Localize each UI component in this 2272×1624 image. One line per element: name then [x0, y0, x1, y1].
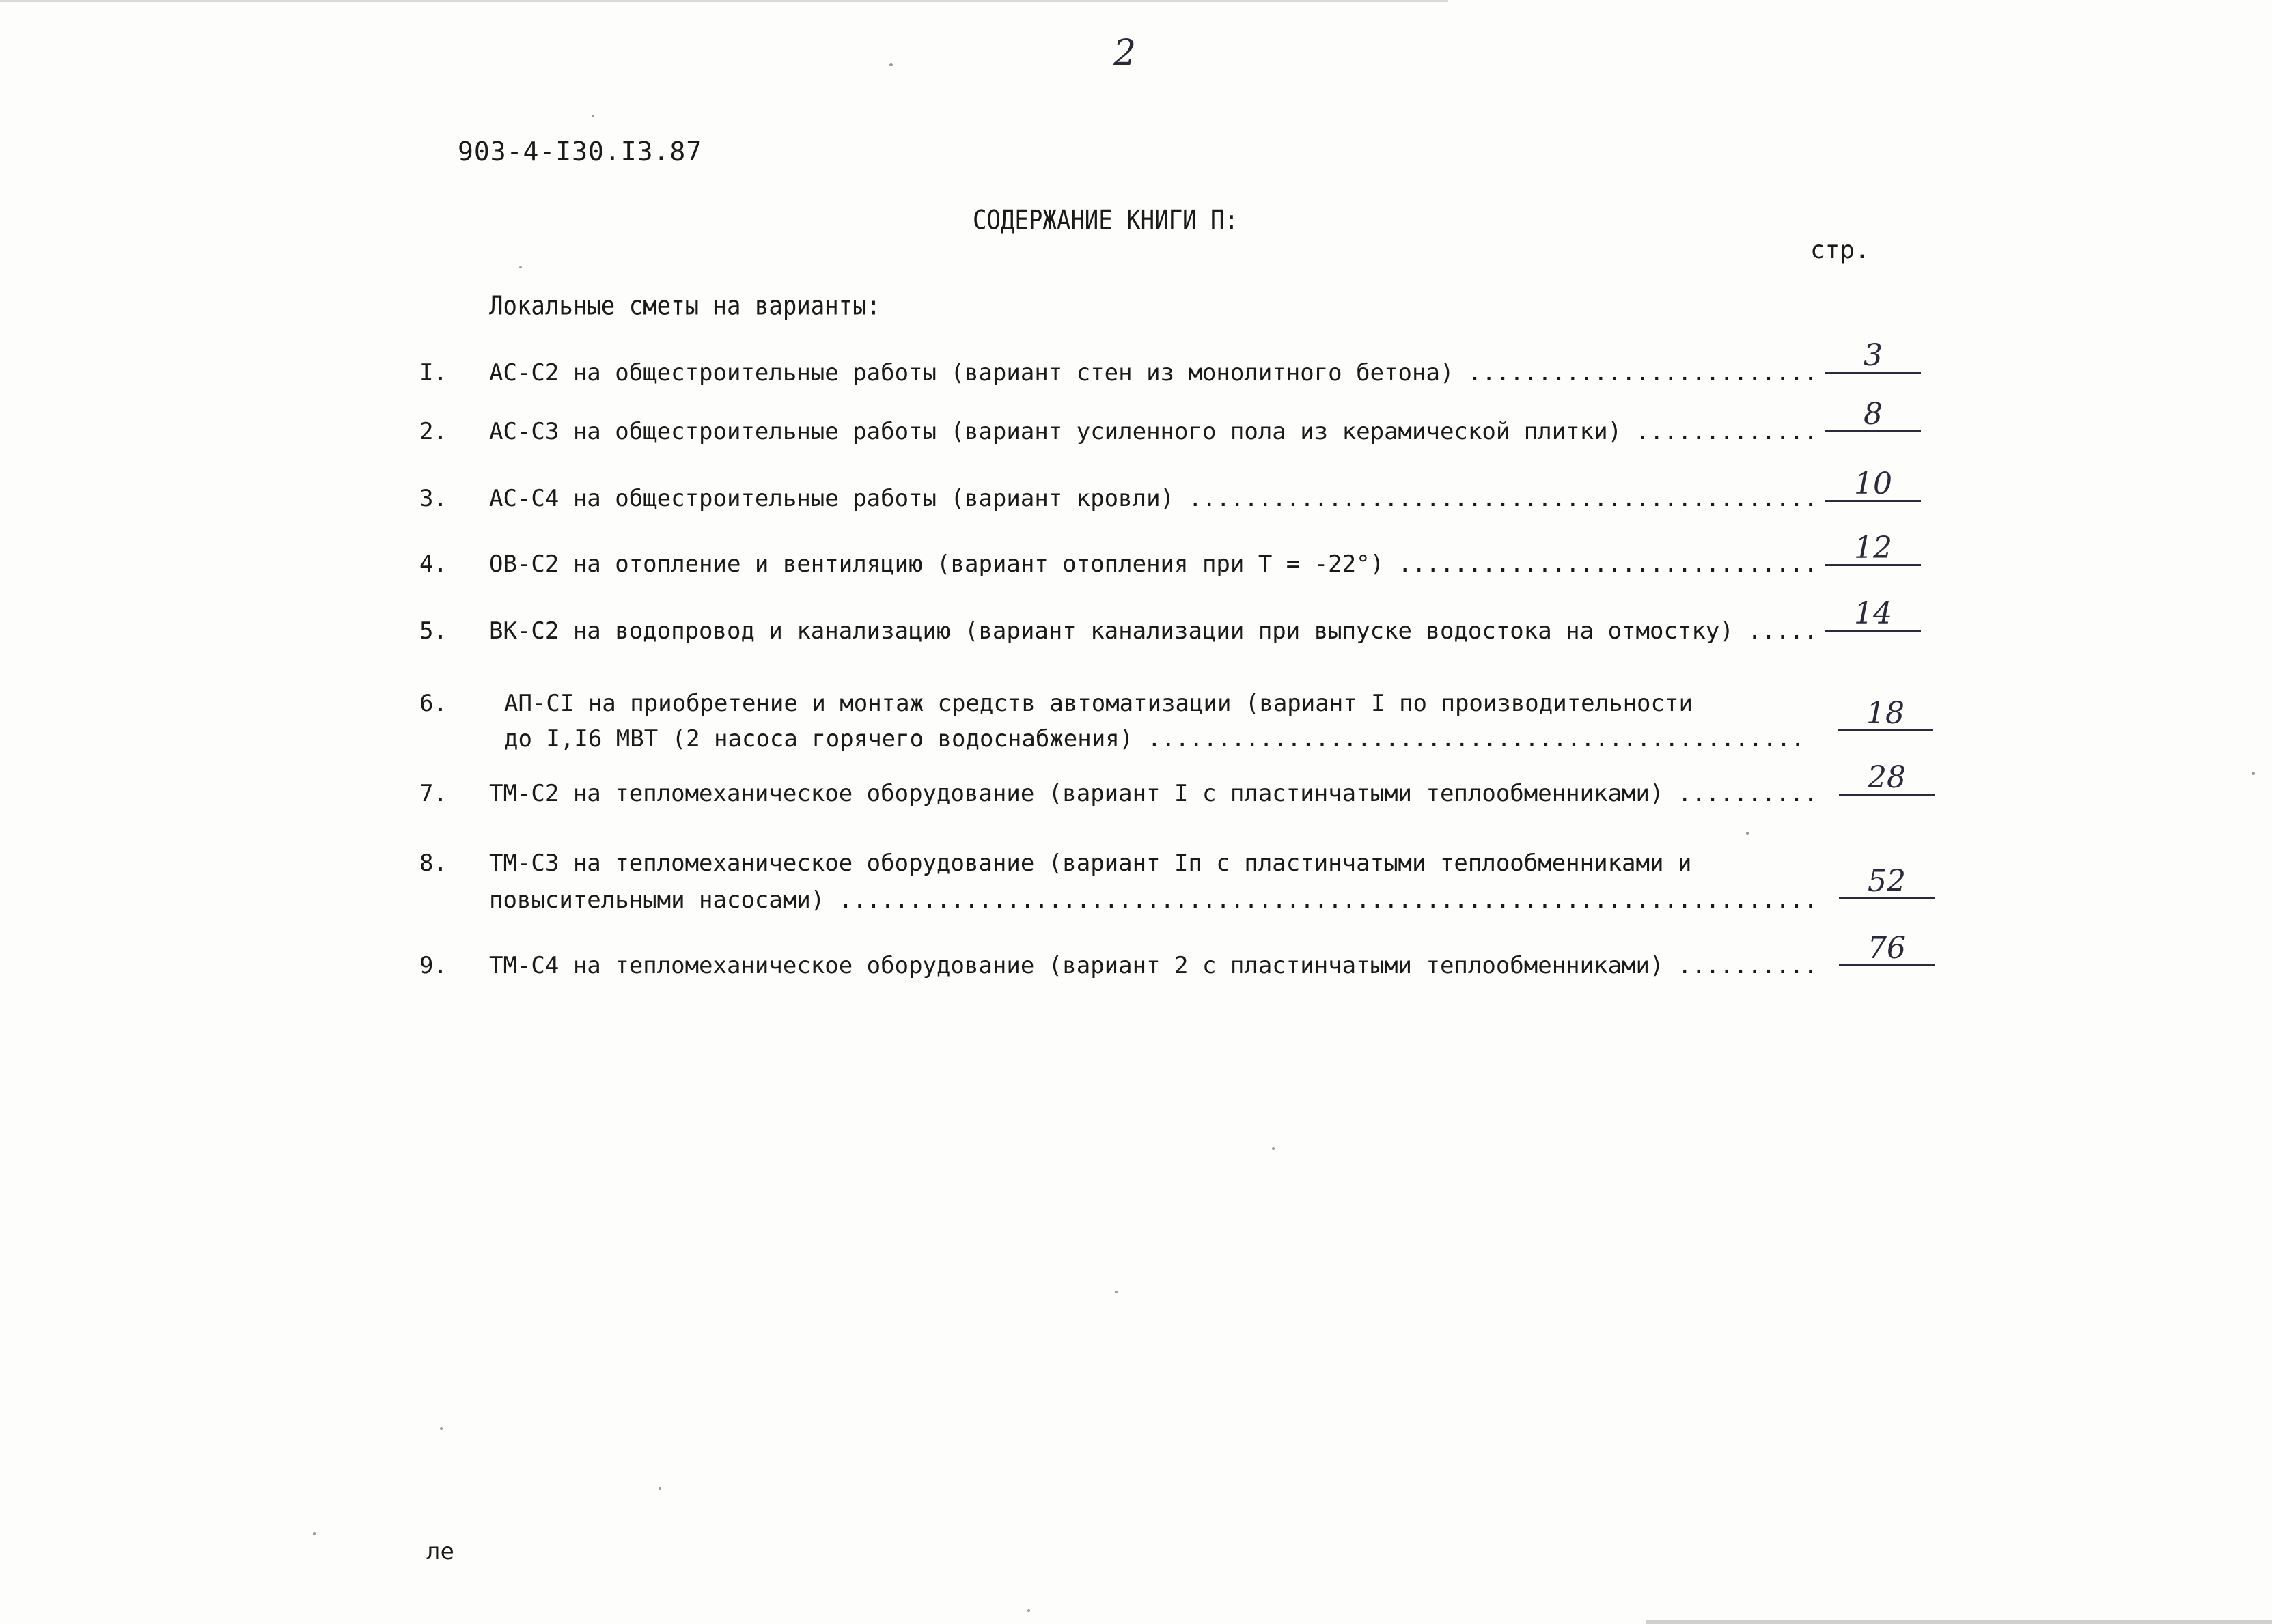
entry-number: 6. — [419, 690, 447, 717]
entry-number: 2. — [419, 418, 447, 445]
toc-title: СОДЕРЖАНИЕ КНИГИ П: — [973, 205, 1238, 236]
handwritten-page-number: 2 — [1113, 33, 1137, 74]
entry-text: ВК-С2 на водопровод и канализацию (вариант канализации при выпуске водостока на отмостку) ..... — [489, 617, 1814, 645]
entry-number: 8. — [419, 850, 447, 877]
entry-page-number: 10 — [1825, 468, 1921, 502]
entry-number: 9. — [419, 952, 447, 979]
entry-page-number: 12 — [1825, 533, 1921, 566]
entry-text: ТМ-С2 на тепломеханическое оборудование (вариант I с пластинчатыми теплообменниками) ..... — [489, 780, 1812, 807]
scan-speck — [889, 63, 893, 66]
entry-text: АС-С4 на общестроительные работы (вариант кровли) ..... — [489, 485, 1814, 512]
entry-text: АС-С3 на общестроительные работы (вариант усиленного пола из керамической плитки) ..... — [489, 418, 1814, 445]
entry-text: АС-С2 на общестроительные работы (вариант стен из монолитного бетона) ..... — [489, 359, 1814, 387]
entry-number: 7. — [419, 780, 447, 807]
entry-text-line-2: повысительными насосами) ..... — [489, 886, 1812, 914]
scan-edge-top — [0, 0, 1448, 2]
entry-page-number: 28 — [1839, 762, 1935, 796]
scan-speck — [1272, 1147, 1275, 1150]
entry-text-line-2: до I,I6 МВТ (2 насоса горячего водоснабжения) ..... — [504, 725, 1809, 753]
entry-page-number: 18 — [1838, 698, 1933, 731]
footer-note: ле — [426, 1538, 454, 1565]
entry-page-number: 3 — [1825, 340, 1921, 374]
entry-text-line-1: АП-СI на приобретение и монтаж средств автоматизации (вариант I по производительности — [504, 690, 1693, 717]
section-heading: Локальные сметы на варианты: — [489, 291, 881, 322]
entry-number: 5. — [419, 617, 447, 645]
entry-number: 4. — [419, 550, 447, 578]
scan-speck — [1115, 1291, 1118, 1293]
entry-number: 3. — [419, 485, 447, 512]
page-column-header: стр. — [1810, 236, 1870, 264]
entry-text: ОВ-С2 на отопление и вентиляцию (вариант отопления при Т = -22°) ..... — [489, 550, 1814, 578]
entry-page-number: 8 — [1825, 399, 1921, 432]
scan-speck — [592, 115, 594, 117]
scan-speck — [440, 1427, 443, 1430]
entry-number: I. — [419, 359, 447, 387]
scan-speck — [2252, 772, 2255, 775]
entry-page-number: 52 — [1839, 866, 1935, 899]
scan-speck — [313, 1532, 316, 1535]
scan-speck — [519, 266, 522, 268]
scan-speck — [1027, 1609, 1030, 1612]
entry-text: ТМ-С4 на тепломеханическое оборудование (вариант 2 с пластинчатыми теплообменниками) ..... — [489, 952, 1812, 979]
entry-page-number: 76 — [1839, 933, 1935, 966]
entry-page-number: 14 — [1825, 598, 1921, 632]
document-code: 903-4-I30.I3.87 — [458, 137, 703, 167]
scan-speck — [659, 1487, 661, 1490]
scan-edge-bottom — [1646, 1620, 2272, 1624]
scan-speck — [1746, 832, 1749, 835]
entry-text-line-1: ТМ-С3 на тепломеханическое оборудование (вариант Iп с пластинчатыми теплообменниками и — [489, 850, 1692, 877]
